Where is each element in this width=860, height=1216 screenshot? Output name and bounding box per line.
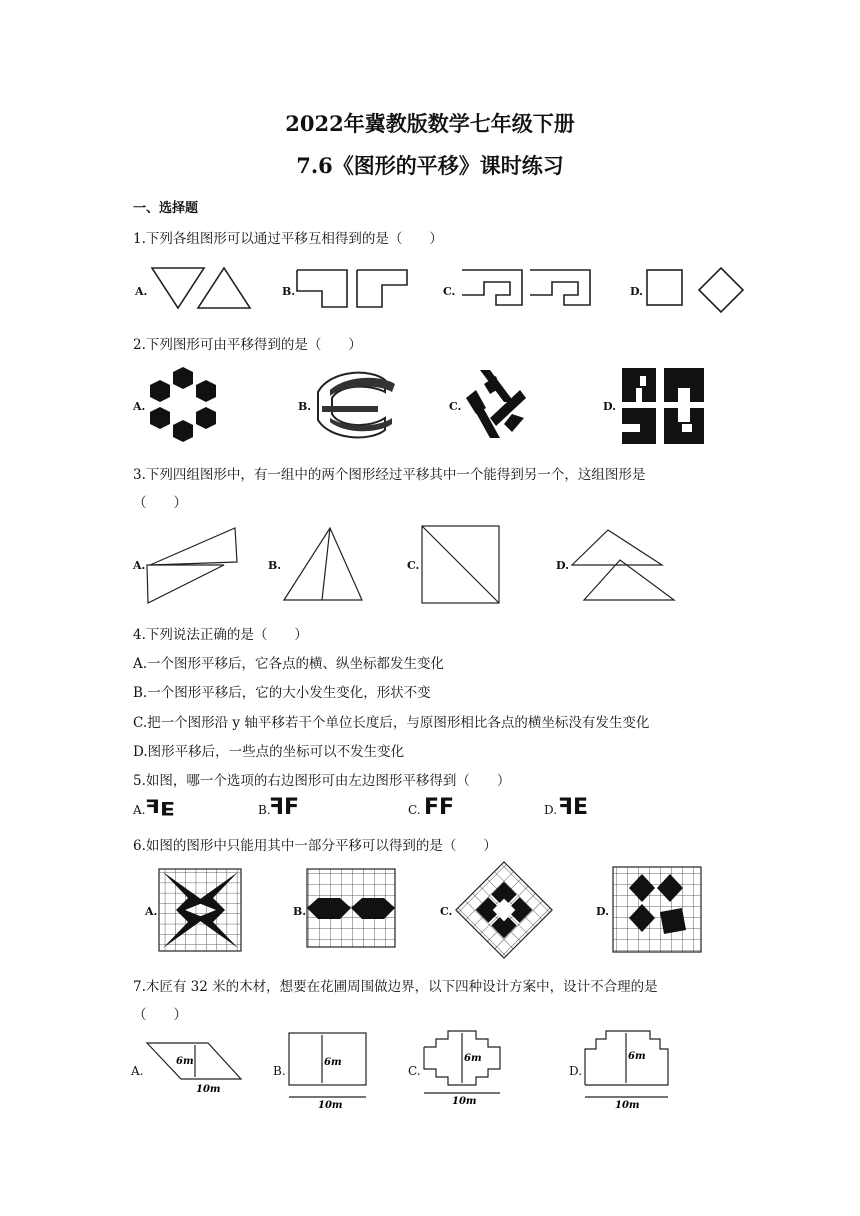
q6-option-a-label: A. — [145, 905, 158, 918]
q7-b-width-label: 10m — [318, 1100, 343, 1111]
question-2-stem: 2.下列图形可由平移得到的是（ ） — [133, 337, 362, 353]
question-7-stem-line1: 7.木匠有 32 米的木材，想要在花圃周围做边界，以下四种设计方案中，设计不合理的是 — [133, 979, 658, 995]
q1-option-d-label: D. — [630, 285, 643, 298]
q7-a-height-label: 6m — [176, 1056, 194, 1067]
q5-option-d-label: D. — [544, 803, 558, 817]
q1-figure-a — [152, 268, 250, 308]
q7-figure-b-rectangle — [289, 1033, 366, 1111]
q1-option-a-label: A. — [135, 285, 148, 298]
q7-figure-a-parallelogram — [147, 1043, 241, 1095]
q5-glyph-d: FE — [560, 795, 587, 820]
question-3-stem-line1: 3.下列四组图形中，有一组中的两个图形经过平移其中一个能得到另一个，这组图形是 — [133, 467, 646, 483]
q1-option-c-label: C. — [443, 285, 456, 298]
question-5-stem: 5.如图，哪一个选项的右边图形可由左边图形平移得到（ ） — [133, 773, 511, 789]
question-1-stem: 1.下列各组图形可以通过平移互相得到的是（ ） — [133, 231, 443, 247]
q6-figures — [0, 862, 860, 962]
page-subtitle: 7.6《图形的平移》课时练习 — [296, 153, 564, 178]
q2-figure-c-rotated-bars — [466, 370, 526, 438]
q7-option-a-label: A. — [131, 1064, 144, 1078]
q3-figure-d — [572, 530, 674, 600]
q2-figure-b-rings — [318, 373, 395, 438]
q6-figure-a — [159, 869, 241, 951]
q7-figure-c-stepped — [424, 1031, 500, 1107]
q4-option-a: A.一个图形平移后，它各点的横、纵坐标都发生变化 — [133, 656, 445, 672]
q5-option-b-label: B. — [258, 803, 271, 817]
q6-figure-c — [456, 862, 552, 958]
q1-option-b-label: B. — [282, 285, 296, 298]
q6-option-b-label: B. — [293, 905, 307, 918]
q5-glyph-a: FE — [147, 796, 174, 819]
question-7-stem-line2: （ ） — [133, 1007, 187, 1023]
q5-option-a-label: A. — [133, 803, 146, 817]
q7-c-width-label: 10m — [452, 1096, 477, 1107]
q1-figures — [0, 265, 860, 325]
q4-option-b: B.一个图形平移后，它的大小发生变化，形状不变 — [133, 685, 431, 701]
q2-figure-a-hexagons — [150, 367, 216, 442]
q6-figure-b — [307, 869, 395, 947]
question-3-stem-line2: （ ） — [133, 495, 187, 511]
q3-option-b-label: B. — [268, 559, 282, 572]
q7-figure-d-castle — [585, 1031, 668, 1111]
q3-figure-c — [422, 526, 499, 603]
section-heading: 一、选择题 — [133, 201, 199, 216]
q4-option-c: C.把一个图形沿 y 轴平移若干个单位长度后，与原图形相比各点的横坐标没有发生变化 — [133, 715, 650, 731]
question-6-stem: 6.如图的图形中只能用其中一部分平移可以得到的是（ ） — [133, 838, 497, 854]
q2-option-a-label: A. — [133, 400, 146, 413]
q4-option-d: D.图形平移后，一些点的坐标可以不发生变化 — [133, 744, 405, 760]
q7-option-c-label: C. — [408, 1064, 421, 1078]
q7-b-height-label: 6m — [324, 1057, 342, 1068]
q7-option-d-label: D. — [569, 1064, 583, 1078]
q7-option-b-label: B. — [273, 1064, 286, 1078]
question-4-stem: 4.下列说法正确的是（ ） — [133, 627, 308, 643]
q6-figure-d — [613, 867, 701, 952]
q3-option-c-label: C. — [407, 559, 420, 572]
q7-d-height-label: 6m — [628, 1051, 646, 1062]
q2-figure-d-blocks — [622, 368, 704, 444]
q5-glyph-c: FF — [424, 795, 455, 820]
q1-figure-b — [297, 270, 407, 307]
q2-figures — [0, 362, 860, 452]
q7-c-height-label: 6m — [464, 1053, 482, 1064]
q7-a-width-label: 10m — [196, 1084, 221, 1095]
q6-option-c-label: C. — [440, 905, 453, 918]
q3-figure-b — [284, 528, 362, 600]
q3-figures — [0, 520, 860, 610]
page-title: 2022年冀教版数学七年级下册 — [285, 111, 575, 136]
q3-figure-a — [147, 528, 237, 603]
q2-option-c-label: C. — [449, 400, 462, 413]
q2-option-d-label: D. — [603, 400, 616, 413]
q1-figure-d — [647, 268, 743, 312]
q3-option-a-label: A. — [133, 559, 146, 572]
q5-glyph-b: FF — [270, 795, 299, 820]
q3-option-d-label: D. — [556, 559, 569, 572]
q1-figure-c — [462, 270, 590, 305]
q2-option-b-label: B. — [298, 400, 312, 413]
q7-figures — [0, 1025, 860, 1115]
q5-option-c-label: C. — [408, 803, 421, 817]
q7-d-width-label: 10m — [615, 1100, 640, 1111]
q6-option-d-label: D. — [596, 905, 609, 918]
